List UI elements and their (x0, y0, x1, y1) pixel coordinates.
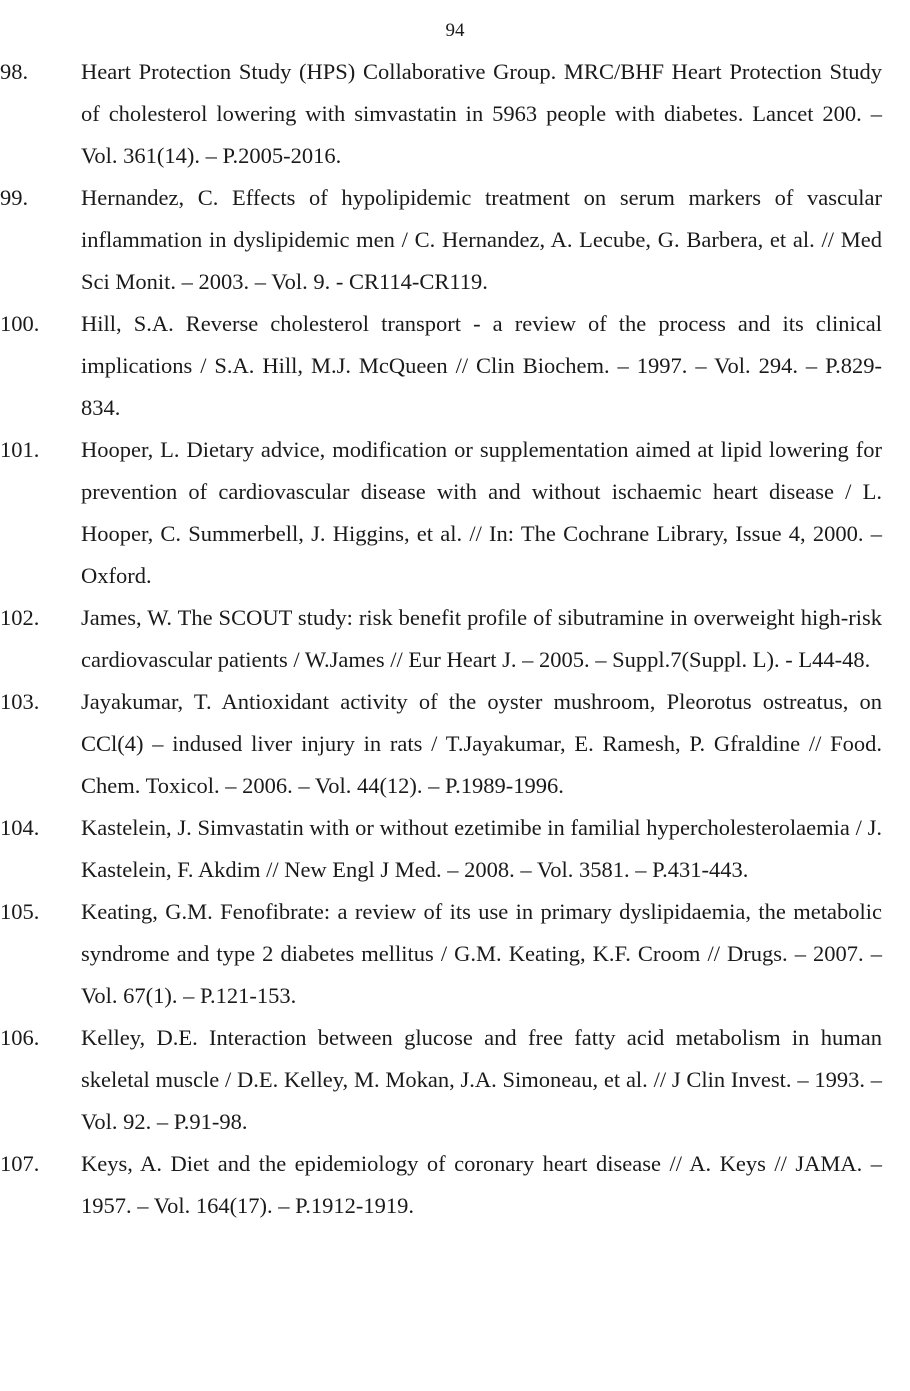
reference-text: Heart Protection Study (HPS) Collaborative Group. MRC/BHF Heart Protection Study of cholesterol lowering with simvastatin in 5963 people with diabetes. Lancet 200. – Vol. 361(14). – P.2005-2016. (81, 59, 882, 168)
reference-number: 102. (0, 605, 40, 630)
reference-text: Kastelein, J. Simvastatin with or without ezetimibe in familial hypercholesterolaemia / J. Kastelein, F. Akdim // New Engl J Med. – 2008. – Vol. 3581. – P.431-443. (81, 815, 882, 882)
reference-number: 98. (0, 59, 29, 84)
reference-item (0, 51, 910, 177)
reference-number: 99. (0, 185, 29, 210)
reference-item (0, 1017, 910, 1143)
reference-number: 101. (0, 437, 40, 462)
reference-number: 105. (0, 899, 40, 924)
reference-item (0, 1143, 910, 1227)
reference-item (0, 177, 910, 303)
reference-item (0, 429, 910, 597)
reference-item (0, 807, 910, 891)
reference-text: Keys, A. Diet and the epidemiology of coronary heart disease // A. Keys // JAMA. – 1957. – Vol. 164(17). – P.1912-1919. (81, 1151, 882, 1218)
reference-item (0, 597, 910, 681)
reference-number: 106. (0, 1025, 40, 1050)
reference-number: 100. (0, 311, 40, 336)
reference-text: Kelley, D.E. Interaction between glucose and free fatty acid metabolism in human skeletal muscle / D.E. Kelley, M. Mokan, J.A. Simoneau, et al. // J Clin Invest. – 1993. – Vol. 92. – P.91-98. (81, 1025, 882, 1134)
reference-number: 107. (0, 1151, 40, 1176)
reference-item (0, 891, 910, 1017)
reference-text: Keating, G.M. Fenofibrate: a review of its use in primary dyslipidaemia, the metabolic syndrome and type 2 diabetes mellitus / G.M. Keating, K.F. Croom // Drugs. – 2007. – Vol. 67(1). – P.121-153. (81, 899, 882, 1008)
reference-text: Jayakumar, T. Antioxidant activity of the oyster mushroom, Pleorotus ostreatus, on CCl(4) – indused liver injury in rats / T.Jayakumar, E. Ramesh, P. Gfraldine // Food. Chem. Toxicol. – 2006. – Vol. 44(12). – P.1989-1996. (81, 689, 882, 798)
reference-item (0, 303, 910, 429)
reference-item (0, 681, 910, 807)
reference-number: 104. (0, 815, 40, 840)
reference-text: James, W. The SCOUT study: risk benefit profile of sibutramine in overweight high-risk cardiovascular patients / W.James // Eur Heart J. – 2005. – Suppl.7(Suppl. L). - L44-48. (81, 605, 882, 672)
reference-number: 103. (0, 689, 40, 714)
reference-list (0, 51, 910, 1227)
reference-text: Hernandez, C. Effects of hypolipidemic treatment on serum markers of vascular inflammation in dyslipidemic men / C. Hernandez, A. Lecube, G. Barbera, et al. // Med Sci Monit. – 2003. – Vol. 9. - CR114-CR119. (81, 185, 882, 294)
reference-text: Hill, S.A. Reverse cholesterol transport - a review of the process and its clinical implications / S.A. Hill, M.J. McQueen // Clin Biochem. – 1997. – Vol. 294. – P.829-834. (81, 311, 882, 420)
reference-text: Hooper, L. Dietary advice, modification or supplementation aimed at lipid lowering for prevention of cardiovascular disease with and without ischaemic heart disease / L. Hooper, C. Summerbell, J. Higgins, et al. // In: The Cochrane Library, Issue 4, 2000. – Oxford. (81, 437, 882, 588)
page-number: 94 (445, 20, 465, 41)
